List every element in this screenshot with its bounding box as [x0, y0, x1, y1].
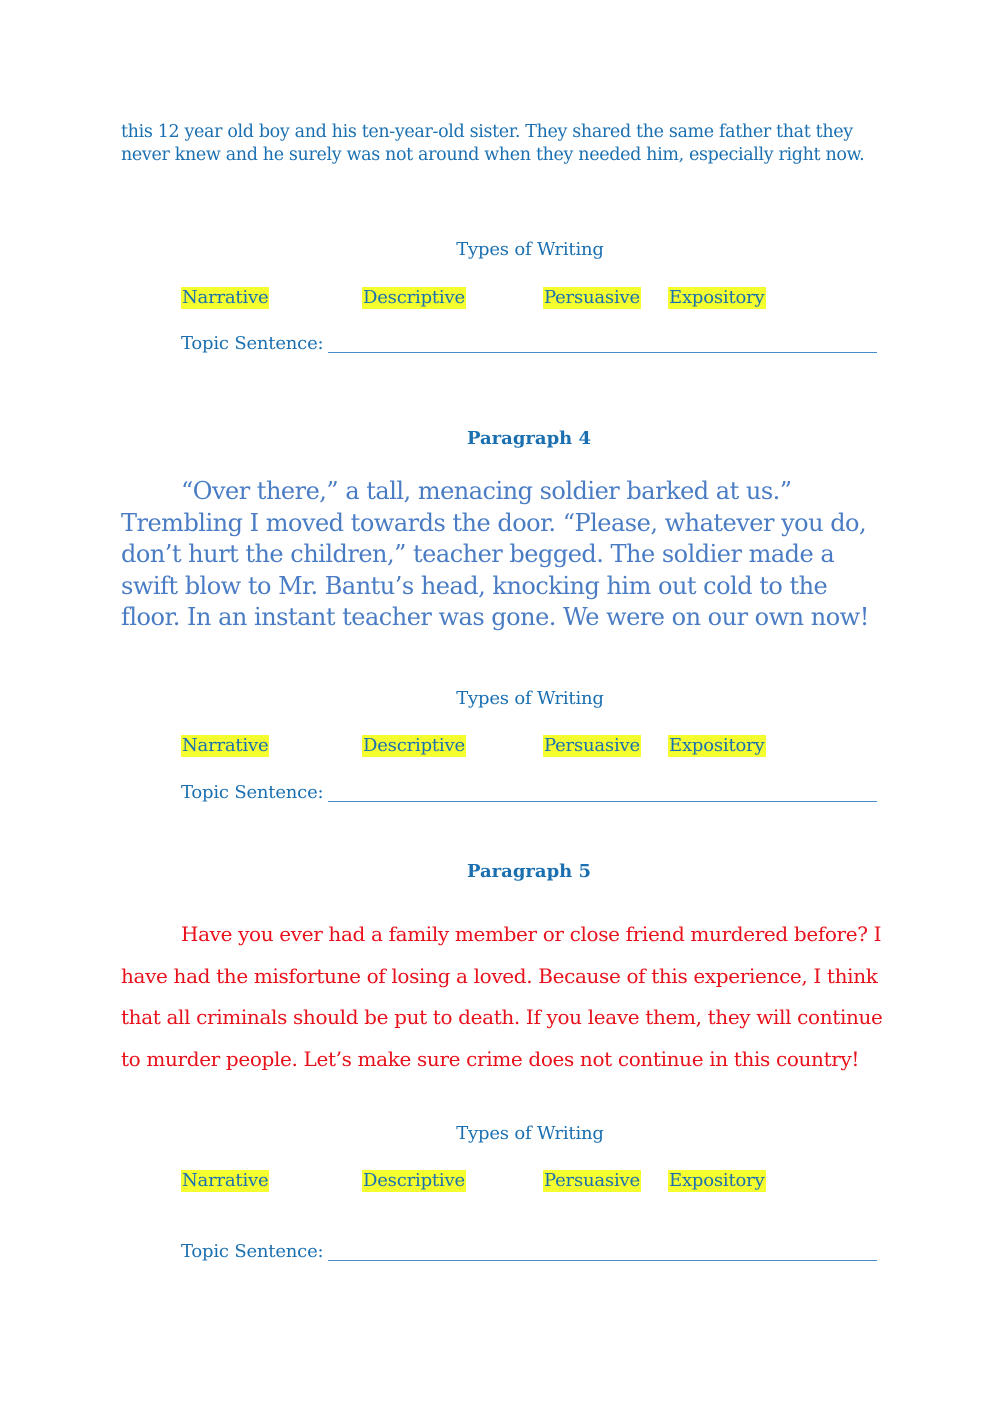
option-narrative[interactable]: Narrative: [182, 1170, 269, 1191]
paragraph-4-title: Paragraph 4: [466, 428, 592, 449]
paragraph-5-title: Paragraph 5: [466, 861, 592, 882]
types-of-writing-heading: Types of Writing: [456, 239, 604, 260]
option-descriptive[interactable]: Descriptive: [363, 287, 465, 308]
option-descriptive[interactable]: Descriptive: [363, 735, 465, 756]
types-of-writing-heading: Types of Writing: [456, 688, 604, 709]
option-expository[interactable]: Expository: [669, 735, 765, 756]
option-narrative[interactable]: Narrative: [182, 287, 269, 308]
intro-paragraph: this 12 year old boy and his ten-year-old sister. They shared the same father that they never knew and he surely was not around when they needed him, especially right now.: [121, 122, 865, 165]
topic-sentence-label: Topic Sentence:: [181, 1241, 324, 1262]
option-expository[interactable]: Expository: [669, 1170, 765, 1191]
topic-sentence-label: Topic Sentence:: [181, 782, 324, 803]
types-of-writing-heading: Types of Writing: [456, 1123, 604, 1144]
option-persuasive[interactable]: Persuasive: [544, 735, 640, 756]
paragraph-4-body: “Over there,” a tall, menacing soldier barked at us.” Trembling I moved towards the door. “Please, whatever you do, don’t hurt the children,” teacher begged. The soldier made a swift blow to Mr. Bantu’s head, knocking him out cold to the floor. In an instant teacher was gone. We were on our own now!: [121, 477, 869, 632]
option-descriptive[interactable]: Descriptive: [363, 1170, 465, 1191]
option-narrative[interactable]: Narrative: [182, 735, 269, 756]
paragraph-4-text: [121, 476, 891, 634]
paragraph-5-text: [121, 914, 891, 1080]
option-expository[interactable]: Expository: [669, 287, 765, 308]
topic-sentence-blank[interactable]: [328, 352, 877, 353]
topic-sentence-label: Topic Sentence:: [181, 333, 324, 354]
option-persuasive[interactable]: Persuasive: [544, 1170, 640, 1191]
option-persuasive[interactable]: Persuasive: [544, 287, 640, 308]
topic-sentence-blank[interactable]: [328, 801, 877, 802]
topic-sentence-blank[interactable]: [328, 1260, 877, 1261]
paragraph-5-body: Have you ever had a family member or close friend murdered before? I have had the misfortune of losing a loved. Because of this experience, I think that all criminals should be put to death. If you leave them, they will continue to murder people. Let’s make sure crime does not continue in this country!: [121, 922, 883, 1071]
